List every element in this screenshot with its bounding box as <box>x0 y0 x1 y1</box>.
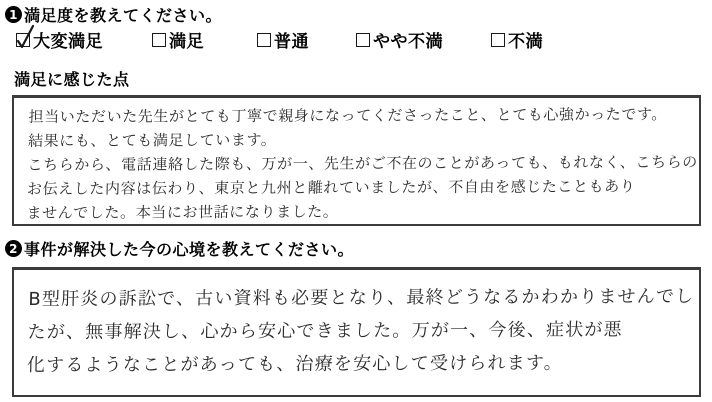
handwritten-answer-feelings <box>12 267 699 382</box>
handwritten-line: ませんでした。本当にお世話になりました。 <box>26 202 339 222</box>
handwritten-line: たが、無事解決し、心から安心できました。万が一、今後、症状が悪 <box>27 319 624 343</box>
question1-title-text: 満足度を教えてください。 <box>24 8 223 25</box>
answer-box-feelings <box>12 267 701 397</box>
satisfied-points-label: 満足に感じた点 <box>14 72 130 89</box>
handwritten-line: 化するようなことがあっても、治療を安心して受けられます。 <box>26 352 564 376</box>
handwritten-answer-satisfaction <box>11 95 699 225</box>
handwritten-line: 担当いただいた先生がとても丁寧で親身になってくださったこと、とても心強かったです。 <box>28 105 668 126</box>
option-slightly-dissatisfied[interactable] <box>356 27 443 52</box>
question2-number-badge: 2 <box>5 240 22 257</box>
handwritten-checkmark-icon <box>15 24 39 50</box>
option-label: やや不満 <box>373 32 443 51</box>
question2-title-text: 事件が解決した今の心境を教えてください。 <box>24 242 355 259</box>
handwritten-line: B型肝炎の訴訟で、古い資料も必要となり、最終どうなるかわかりませんでし <box>28 286 695 310</box>
checkbox-unchecked-icon[interactable] <box>491 33 505 47</box>
option-neutral[interactable] <box>257 27 309 52</box>
question1-number-badge: 1 <box>5 6 22 23</box>
checkbox-checked-icon[interactable] <box>16 33 30 47</box>
answer-box-satisfaction <box>12 95 701 226</box>
handwritten-line: こちらから、電話連絡した際も、万が一、先生がご不在のことがあっても、もれなく、こちらの <box>27 153 699 174</box>
option-satisfied[interactable] <box>152 27 204 52</box>
option-label: 満足 <box>169 32 204 51</box>
checkbox-unchecked-icon[interactable] <box>356 33 370 47</box>
option-dissatisfied[interactable] <box>491 27 543 52</box>
checkbox-unchecked-icon[interactable] <box>152 33 166 47</box>
option-label: 普通 <box>274 32 309 51</box>
option-very-satisfied[interactable] <box>16 27 103 52</box>
option-label: 不満 <box>508 32 543 51</box>
handwritten-line: 結果にも、とても満足しています。 <box>27 130 277 150</box>
handwritten-line: お伝えした内容は伝わり、東京と九州と離れていましたが、不自由を感じたこともあり <box>26 177 636 198</box>
checkbox-unchecked-icon[interactable] <box>257 33 271 47</box>
question2-title <box>5 237 354 260</box>
option-label: 大変満足 <box>33 32 103 51</box>
